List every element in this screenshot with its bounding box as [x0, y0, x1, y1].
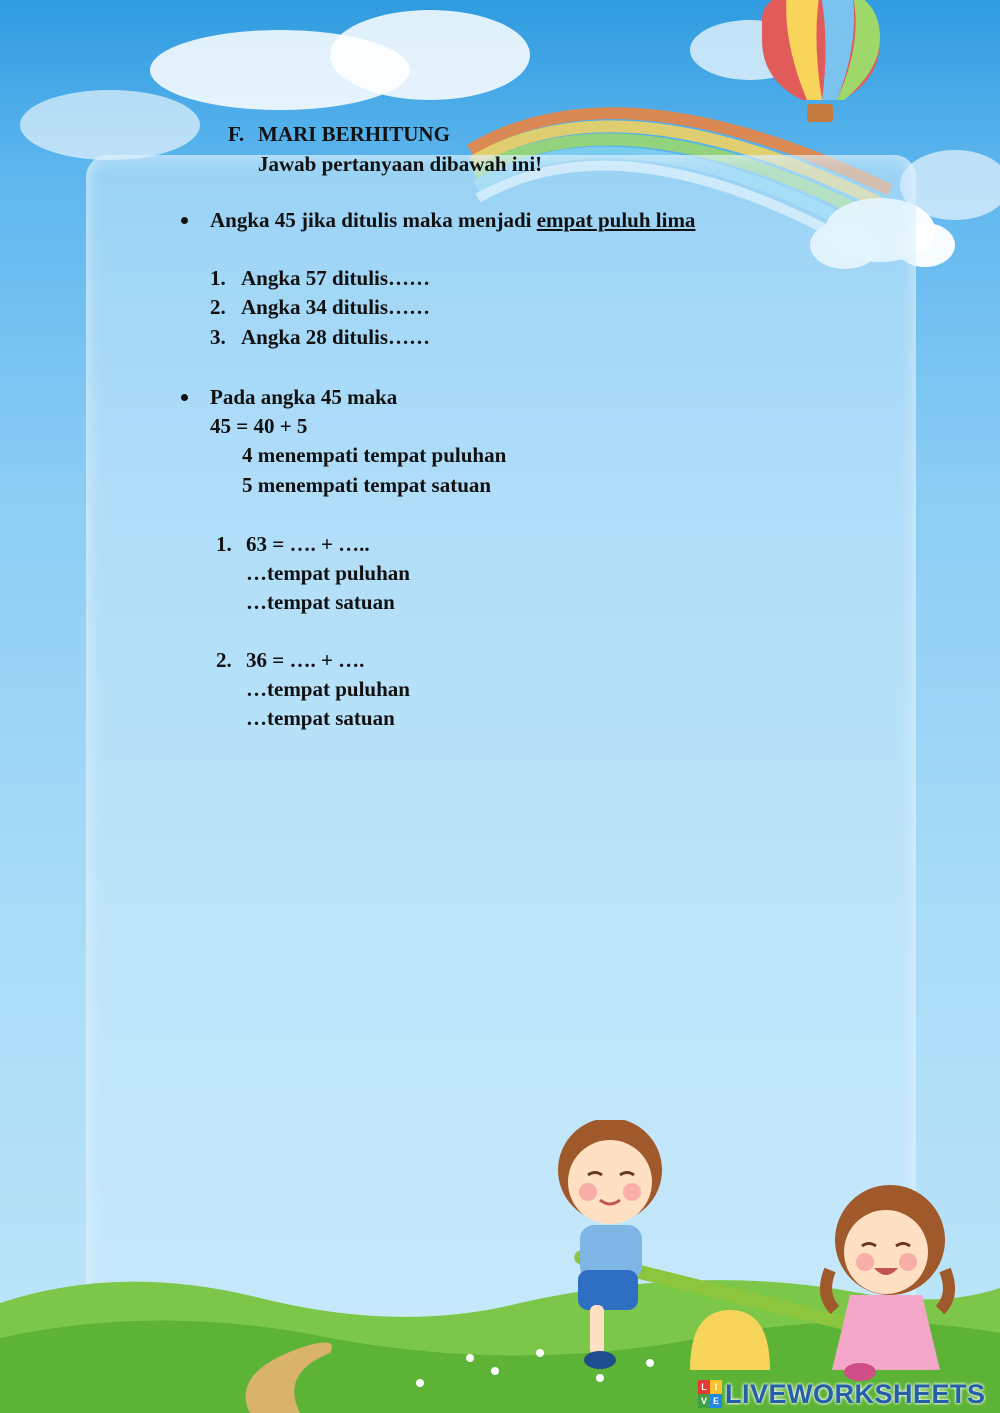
question-number: 2. [216, 648, 232, 672]
item-text: Angka 57 ditulis…… [241, 266, 431, 290]
example-sentence [210, 208, 695, 232]
example-answer: empat puluh lima [536, 208, 696, 232]
item-number: 3. [210, 325, 226, 349]
question-equation: 36 = …. + …. [246, 648, 365, 672]
question-tens: …tempat puluhan [246, 561, 410, 585]
section-title: MARI BERHITUNG [258, 122, 450, 146]
example-line: 4 menempati tempat puluhan [242, 443, 507, 467]
item-number: 1. [210, 266, 226, 290]
item-text: Angka 34 ditulis…… [241, 295, 431, 319]
instruction-text: Jawab pertanyaan dibawah ini! [258, 152, 543, 176]
logo-letter-l: L [698, 1380, 710, 1394]
liveworksheets-logo-icon [698, 1380, 722, 1408]
example-line: Pada angka 45 maka [210, 385, 398, 409]
question-number: 1. [216, 532, 232, 556]
item-number: 2. [210, 295, 226, 319]
example-prefix: Angka 45 jika ditulis maka menjadi [210, 208, 537, 232]
logo-letter-v: V [698, 1394, 710, 1408]
question-ones: …tempat satuan [246, 706, 395, 730]
logo-letter-i: I [710, 1380, 722, 1394]
bullet-icon [181, 217, 188, 224]
example-line: 5 menempati tempat satuan [242, 473, 492, 497]
hot-air-balloon-illustration [752, 0, 892, 130]
question-tens: …tempat puluhan [246, 677, 410, 701]
bullet-icon [181, 394, 188, 401]
item-text: Angka 28 ditulis…… [241, 325, 431, 349]
liveworksheets-watermark [698, 1378, 986, 1410]
logo-letter-e: E [710, 1394, 722, 1408]
section-letter: F. [228, 122, 245, 146]
children-seesaw-illustration [540, 1120, 970, 1390]
question-ones: …tempat satuan [246, 590, 395, 614]
brand-text: LIVEWORKSHEETS [725, 1378, 986, 1409]
example-line: 45 = 40 + 5 [210, 414, 308, 438]
question-equation: 63 = …. + ….. [246, 532, 370, 556]
